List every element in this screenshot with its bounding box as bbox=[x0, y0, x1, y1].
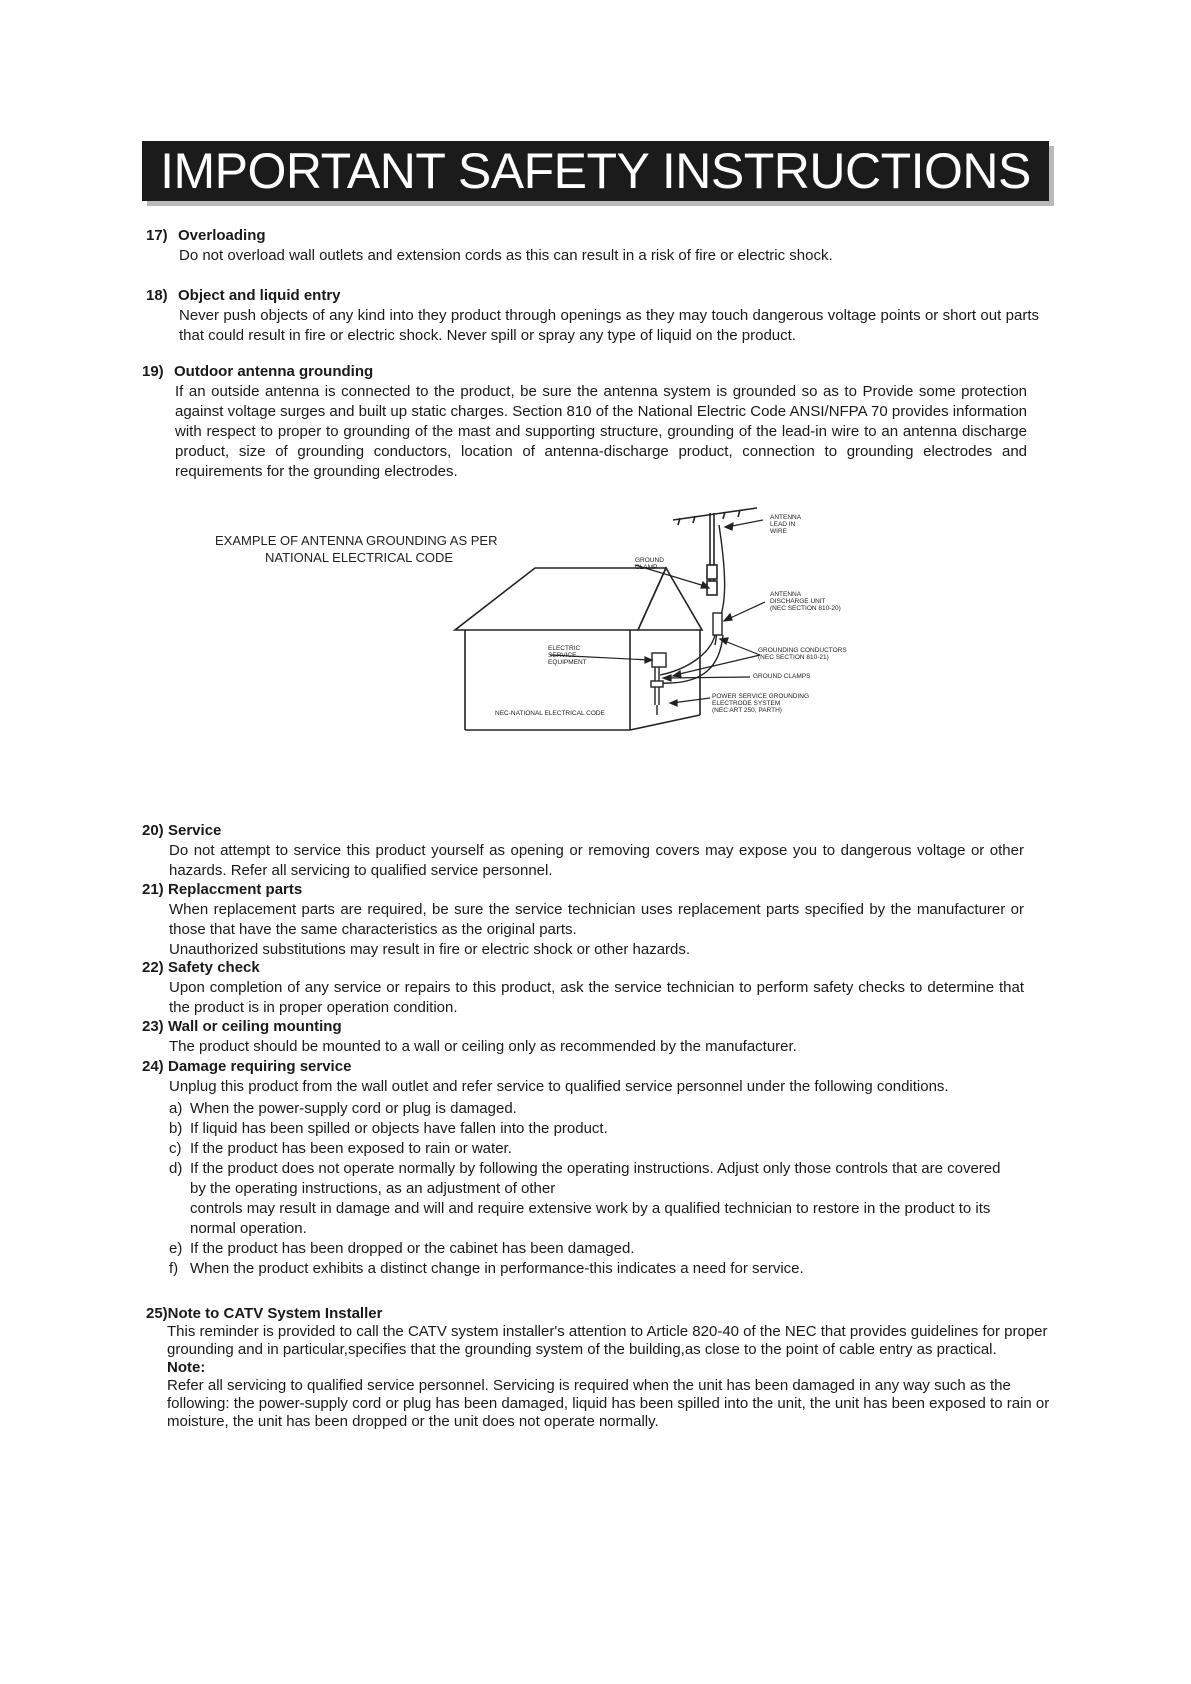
list-text: If the product has been dropped or the cabinet has been damaged. bbox=[190, 1240, 635, 1257]
list-marker: d) bbox=[169, 1160, 183, 1177]
section-body: Do not attempt to service this product yourself as opening or removing covers may expose you to dangerous voltage or other hazards. Refer all servicing to qualified service personnel. bbox=[169, 842, 1024, 879]
section-title: Wall or ceiling mounting bbox=[168, 1018, 342, 1035]
label-discharge-3: (NEC SECTION 810-20) bbox=[770, 605, 841, 612]
label-power-2: ELECTRODE SYSTEM bbox=[712, 700, 781, 707]
section-body: If an outside antenna is connected to the product, be sure the antenna system is grounded so as to Provide some protection against voltage surges and built up static charges. Section 810 of the National Electric Code ANSI/NFPA 70 provides information with respect to proper to grounding of the mast and supporting structure, grounding of the lead-in wire to an antenna discharge product, size of grounding conductors, location of antenna-discharge product, connection to grounding electrodes and requirements for the grounding electrodes. bbox=[175, 383, 1027, 480]
section-20 bbox=[142, 821, 1024, 881]
page-title: IMPORTANT SAFETY INSTRUCTIONS bbox=[160, 143, 1031, 199]
section-number: 20) bbox=[142, 822, 164, 839]
section-body: Unplug this product from the wall outlet and refer service to qualified service personnel under the following conditions. bbox=[169, 1078, 949, 1095]
diagram-title-line2: NATIONAL ELECTRICAL CODE bbox=[265, 550, 454, 565]
list-text: If the product does not operate normally by following the operating instructions. Adjust only those controls that are covered by the operating instructions, as an adjustment of other bbox=[190, 1160, 1001, 1197]
list-item bbox=[169, 1139, 1004, 1159]
section-23 bbox=[142, 1017, 1024, 1057]
section-19 bbox=[142, 362, 1027, 482]
label-antenna-lead-2: LEAD IN bbox=[770, 521, 796, 528]
label-ground-clamp-2: CLAMP bbox=[635, 564, 658, 571]
label-antenna-lead-1: ANTENNA bbox=[770, 514, 802, 521]
label-conductors-1: GROUNDING CONDUCTORS bbox=[758, 647, 847, 654]
section-title: Replaccment parts bbox=[168, 881, 303, 898]
list-text: When the product exhibits a distinct change in performance-this indicates a need for service. bbox=[190, 1260, 804, 1277]
diagram-title-line1: EXAMPLE OF ANTENNA GROUNDING AS PER bbox=[215, 533, 498, 548]
label-nec: NEC-NATIONAL ELECTRICAL CODE bbox=[495, 710, 605, 717]
list-marker: c) bbox=[169, 1140, 182, 1157]
section-title: Object and liquid entry bbox=[178, 287, 341, 304]
note-title: Note: bbox=[167, 1359, 206, 1376]
label-electric-1: ELECTRIC bbox=[548, 645, 581, 652]
label-power-3: (NEC ART 250, PARTH) bbox=[712, 707, 782, 714]
label-discharge-2: DISCHARGE UNIT bbox=[770, 598, 826, 605]
section-19-heading bbox=[142, 362, 1027, 382]
section-title: Outdoor antenna grounding bbox=[174, 363, 374, 380]
list-marker: b) bbox=[169, 1120, 183, 1137]
label-discharge-1: ANTENNA bbox=[770, 591, 802, 598]
section-17-heading bbox=[146, 226, 1039, 246]
section-body-2: Unauthorized substitutions may result in fire or electric shock or other hazards. bbox=[169, 941, 691, 958]
section-number: 22) bbox=[142, 959, 164, 976]
section-body: The product should be mounted to a wall or ceiling only as recommended by the manufacturer. bbox=[169, 1038, 797, 1055]
list-marker: f) bbox=[169, 1260, 179, 1277]
list-item bbox=[169, 1159, 1004, 1199]
section-number: 17) bbox=[146, 227, 168, 244]
section-22 bbox=[142, 958, 1024, 1018]
label-ground-clamp-1: GROUND bbox=[635, 557, 664, 564]
section-21-heading bbox=[142, 880, 1024, 900]
list-item bbox=[169, 1239, 1004, 1259]
section-24-heading bbox=[142, 1057, 1024, 1077]
list-text: When the power-supply cord or plug is damaged. bbox=[190, 1100, 517, 1117]
section-title: Service bbox=[168, 822, 222, 839]
section-title: Safety check bbox=[168, 959, 260, 976]
section-number: 19) bbox=[142, 363, 164, 380]
list-marker: e) bbox=[169, 1240, 183, 1257]
list-item bbox=[169, 1099, 1004, 1119]
section-25-heading: 25)Note to CATV System Installer bbox=[146, 1305, 383, 1322]
section-25 bbox=[146, 1305, 1051, 1431]
section-23-heading bbox=[142, 1017, 1024, 1037]
list-text-continuation: controls may result in damage and will and require extensive work by a qualified technician to restore in the product to its normal operation. bbox=[190, 1200, 991, 1237]
section-title: Overloading bbox=[178, 227, 266, 244]
label-ground-clamps: GROUND CLAMPS bbox=[753, 673, 811, 680]
section-17 bbox=[146, 226, 1039, 266]
section-body: Do not overload wall outlets and extension cords as this can result in a risk of fire or electric shock. bbox=[179, 247, 833, 264]
list-text: If the product has been exposed to rain or water. bbox=[190, 1140, 512, 1157]
diagram-svg bbox=[205, 505, 905, 790]
section-18-heading bbox=[146, 286, 1039, 306]
section-22-heading bbox=[142, 958, 1024, 978]
list-text: If liquid has been spilled or objects have fallen into the product. bbox=[190, 1120, 608, 1137]
section-number: 21) bbox=[142, 881, 164, 898]
section-body: When replacement parts are required, be sure the service technician uses replacement parts specified by the manufacturer or those that have the same characteristics as the original parts. bbox=[169, 901, 1024, 938]
section-18 bbox=[146, 286, 1039, 346]
note-body: Refer all servicing to qualified service personnel. Servicing is required when the unit has been damaged in any way such as the following: the power-supply cord or plug has been damaged, liquid has been spilled into the unit, the unit has been exposed to rain or moisture, the unit has been dropped or the unit does not operate normally. bbox=[167, 1377, 1050, 1430]
section-number: 24) bbox=[142, 1058, 164, 1075]
label-power-1: POWER SERVICE GROUNDING bbox=[712, 693, 810, 700]
label-antenna-lead-3: WIRE bbox=[770, 528, 787, 535]
section-title: Damage requiring service bbox=[168, 1058, 352, 1075]
list-marker: a) bbox=[169, 1100, 183, 1117]
section-body: Upon completion of any service or repairs to this product, ask the service technician to perform safety checks to determine that the product is in proper operation condition. bbox=[169, 979, 1024, 1016]
label-conductors-2: (NEC SECTION 810-21) bbox=[758, 654, 829, 661]
condition-list bbox=[169, 1099, 1004, 1279]
list-item bbox=[169, 1119, 1004, 1139]
list-item-continuation bbox=[169, 1199, 1004, 1239]
section-21 bbox=[142, 880, 1024, 960]
antenna-mast bbox=[673, 508, 757, 595]
section-body: Never push objects of any kind into they product through openings as they may touch dangerous voltage points or short out parts that could result in fire or electric shock. Never spill or spray any type of liquid on the product. bbox=[179, 307, 1039, 344]
section-24 bbox=[142, 1057, 1024, 1279]
section-body: This reminder is provided to call the CATV system installer's attention to Article 820-40 of the NEC that provides guidelines for proper grounding and in particular,specifies that the grounding system of the building,as close to the point of cable entry as practical. bbox=[167, 1323, 1048, 1358]
label-electric-3: EQUIPMENT bbox=[548, 659, 587, 666]
section-number: 18) bbox=[146, 287, 168, 304]
section-20-heading bbox=[142, 821, 1024, 841]
label-electric-2: SERVICE bbox=[548, 652, 577, 659]
antenna-grounding-diagram bbox=[205, 505, 905, 790]
list-item bbox=[169, 1259, 1004, 1279]
title-banner bbox=[142, 141, 1049, 201]
section-number: 23) bbox=[142, 1018, 164, 1035]
